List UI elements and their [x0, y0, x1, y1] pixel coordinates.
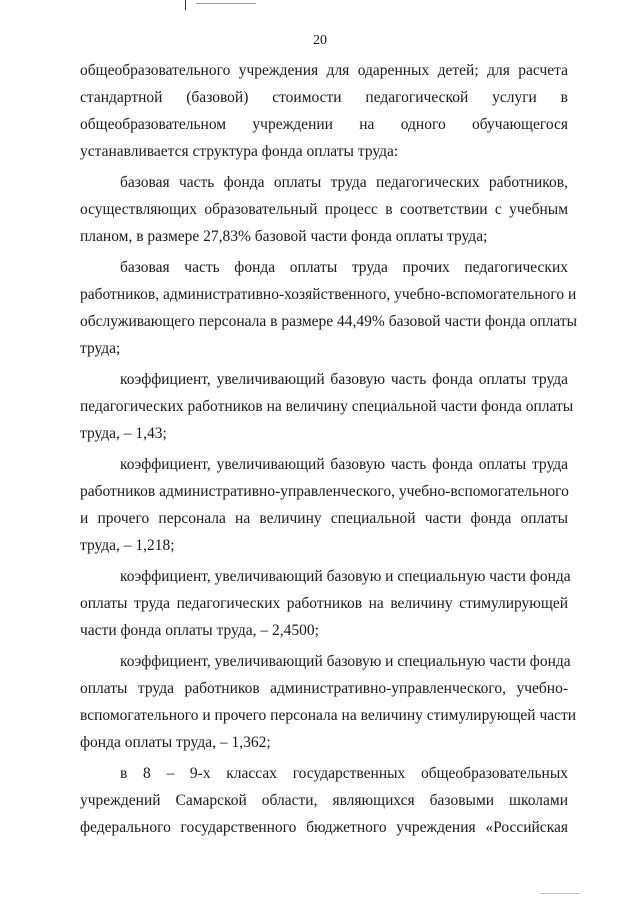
text-line: труда, – 1,218;: [80, 537, 175, 554]
text-line: части фонда оплаты труда, – 2,4500;: [80, 622, 319, 639]
text-line: и прочего персонала на величину специальной части фонда оплаты: [80, 510, 568, 527]
page-number: 20: [313, 33, 327, 48]
paragraph-base-pay-pedagogical: [80, 169, 568, 250]
scan-artifact-top: [185, 0, 186, 10]
paragraph-coefficient-special-admin: [80, 451, 568, 559]
paragraph-grades-8-9: [80, 760, 568, 841]
scan-artifact-top-dash: [196, 3, 256, 4]
scan-artifact-bottom: [540, 893, 580, 894]
text-line: фонда оплаты труда, – 1,362;: [80, 734, 271, 751]
text-line: в 8 – 9-х классах государственных общеобразовательных: [120, 765, 568, 782]
text-line: оплаты труда педагогических работников на величину стимулирующей: [80, 595, 568, 612]
text-line: общеобразовательного учреждения для одаренных детей; для расчета: [80, 62, 568, 79]
text-line: труда;: [80, 340, 121, 357]
text-line: федерального государственного бюджетного учреждения «Российская: [80, 819, 568, 836]
text-line: базовая часть фонда оплаты труда прочих педагогических: [120, 259, 568, 276]
text-line: устанавливается структура фонда оплаты труда:: [80, 143, 399, 160]
text-line: общеобразовательном учреждении на одного обучающегося: [80, 116, 568, 133]
text-line: коэффициент, увеличивающий базовую и специальную части фонда: [120, 653, 571, 670]
text-line: работников, административно-хозяйственного, учебно-вспомогательного и: [80, 286, 577, 303]
text-line: планом, в размере 27,83% базовой части фонда оплаты труда;: [80, 228, 488, 245]
text-line: педагогических работников на величину специальной части фонда оплаты: [80, 398, 574, 415]
paragraph-base-pay-other: [80, 254, 578, 362]
text-line: оплаты труда работников административно-управленческого, учебно-: [80, 680, 568, 697]
paragraph-coefficient-stimulating-admin: [80, 648, 577, 756]
text-line: коэффициент, увеличивающий базовую часть фонда оплаты труда: [120, 371, 568, 388]
text-line: коэффициент, увеличивающий базовую и специальную части фонда: [120, 568, 571, 585]
text-line: коэффициент, увеличивающий базовую часть фонда оплаты труда: [120, 456, 568, 473]
text-line: стандартной (базовой) стоимости педагогической услуги в: [80, 89, 568, 106]
text-line: осуществляющих образовательный процесс в соответствии с учебным: [80, 201, 568, 218]
document-body: [80, 57, 578, 841]
paragraph-coefficient-special-pedagogical: [80, 366, 574, 447]
paragraph-continuation: [80, 57, 568, 165]
text-line: учреждений Самарской области, являющихся базовыми школами: [80, 792, 568, 809]
text-line: работников административно-управленческого, учебно-вспомогательного: [80, 483, 569, 500]
text-line: вспомогательного и прочего персонала на величину стимулирующей части: [80, 707, 577, 724]
text-line: труда, – 1,43;: [80, 425, 167, 442]
text-line: базовая часть фонда оплаты труда педагогических работников,: [120, 174, 568, 191]
text-line: обслуживающего персонала в размере 44,49% базовой части фонда оплаты: [80, 313, 578, 330]
paragraph-coefficient-stimulating-pedagogical: [80, 563, 571, 644]
